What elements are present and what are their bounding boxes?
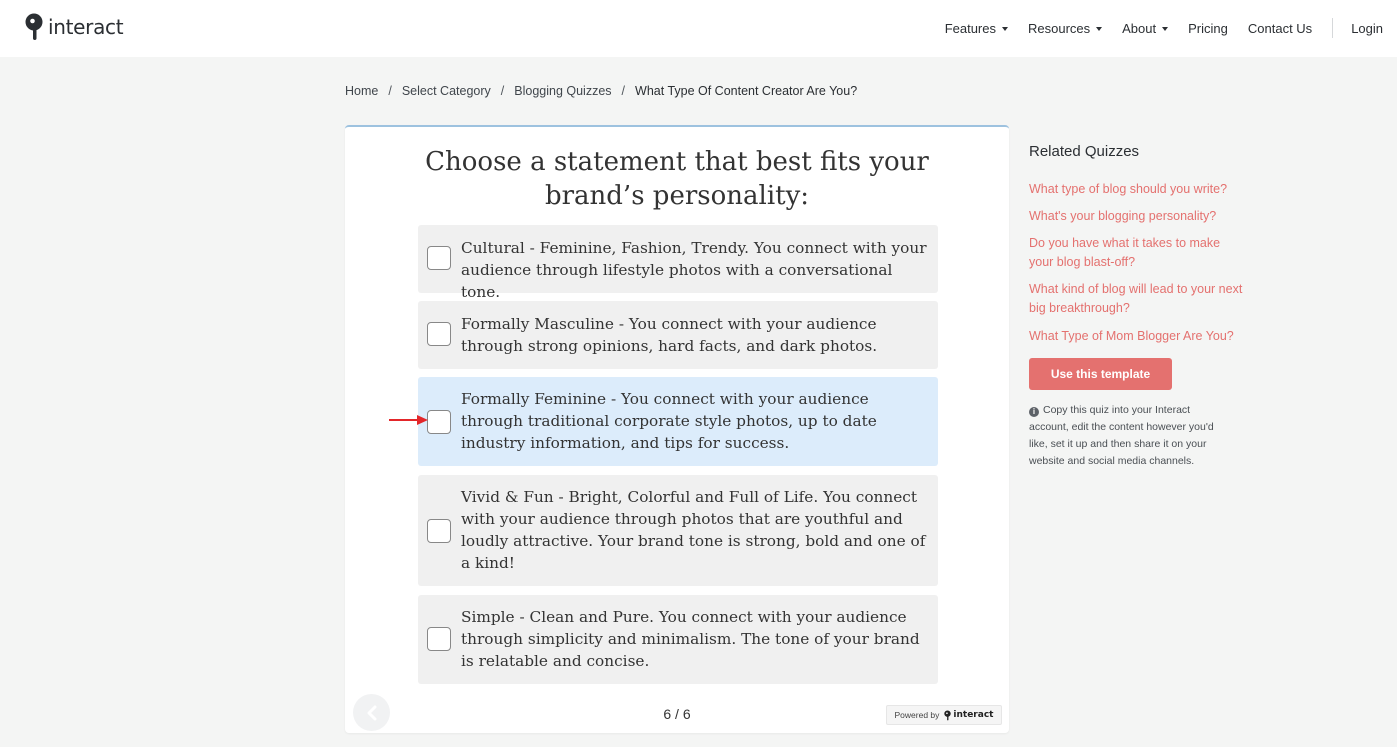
answer-option-vivid-fun[interactable] [418, 475, 938, 586]
nav-resources-label: Resources [1028, 20, 1091, 36]
caret-down-icon [1002, 27, 1008, 31]
nav-login-label: Login [1351, 20, 1383, 36]
template-note-text: Copy this quiz into your Interact account, edit the content however you'd like, set it up and then share it on your website and social media channels. [1029, 404, 1214, 467]
red-arrow-icon [389, 414, 429, 426]
answer-checkbox[interactable] [427, 246, 451, 270]
answer-checkbox[interactable] [427, 519, 451, 543]
related-quiz-link[interactable]: What type of blog should you write? [1029, 182, 1228, 196]
nav-login[interactable] [1351, 21, 1383, 36]
answer-option-text: Formally Masculine - You connect with your audience through strong opinions, hard facts, and dark photos. [461, 315, 878, 355]
answer-option-text: Cultural - Feminine, Fashion, Trendy. You connect with your audience through lifestyle photos with a conversational tone. [461, 239, 927, 301]
question-line-2: brand’s personality: [544, 181, 810, 211]
question-pager: 6 / 6 [663, 706, 691, 722]
nav-contact-label: Contact Us [1247, 20, 1313, 36]
main-nav [945, 19, 1397, 37]
breadcrumb-blogging-quizzes[interactable]: Blogging Quizzes [514, 84, 612, 98]
breadcrumb-current: What Type Of Content Creator Are You? [635, 84, 858, 98]
answer-option-text: Simple - Clean and Pure. You connect with your audience through simplicity and minimalism. The tone of your brand is relatable and concise. [461, 608, 920, 670]
answer-option-text: Formally Feminine - You connect with your audience through traditional corporate style photos, up to date industry information, and tips for success. [461, 390, 877, 452]
logo-text: interact [48, 15, 124, 39]
logo[interactable] [22, 13, 123, 41]
nav-about[interactable] [1122, 21, 1168, 36]
interact-logo-icon [943, 710, 952, 721]
breadcrumb-separator: / [388, 84, 392, 98]
answer-checkbox[interactable] [427, 627, 451, 651]
interact-logo-icon [22, 13, 46, 41]
powered-by-label: Powered by [894, 710, 940, 720]
powered-by-badge[interactable] [886, 705, 1002, 725]
answer-checkbox[interactable] [427, 410, 451, 434]
nav-pricing-label: Pricing [1188, 20, 1228, 36]
answer-checkbox[interactable] [427, 322, 451, 346]
related-quizzes-title: Related Quizzes [1029, 143, 1140, 160]
answer-option-formally-feminine[interactable] [418, 377, 938, 466]
nav-contact-us[interactable] [1248, 21, 1312, 36]
nav-divider [1332, 18, 1333, 38]
related-quiz-link[interactable]: What Type of Mom Blogger Are You? [1029, 329, 1234, 343]
site-header [0, 0, 1397, 57]
quiz-card [345, 125, 1009, 733]
related-quiz-link[interactable]: What's your blogging personality? [1029, 209, 1217, 223]
template-note [1029, 402, 1229, 470]
caret-down-icon [1162, 27, 1168, 31]
answer-option-cultural[interactable] [418, 225, 938, 301]
question-title [345, 145, 1009, 213]
answer-option-simple[interactable] [418, 595, 938, 684]
nav-resources[interactable] [1028, 21, 1102, 36]
question-line-1: Choose a statement that best fits your [425, 147, 929, 177]
breadcrumb-select-category[interactable]: Select Category [401, 84, 491, 98]
powered-by-brand: interact [953, 710, 994, 720]
nav-features[interactable] [945, 21, 1008, 36]
caret-down-icon [1096, 27, 1102, 31]
use-template-button[interactable]: Use this template [1029, 358, 1172, 390]
info-icon: i [1029, 407, 1039, 417]
related-quiz-link[interactable]: Do you have what it takes to make your blog blast-off? [1029, 236, 1221, 269]
answer-option-formally-masculine[interactable] [418, 301, 938, 369]
nav-features-label: Features [944, 20, 996, 36]
breadcrumb-separator: / [500, 84, 505, 98]
breadcrumb [345, 84, 857, 98]
related-quiz-link[interactable]: What kind of blog will lead to your next big breakthrough? [1029, 282, 1243, 315]
nav-about-label: About [1122, 20, 1157, 36]
breadcrumb-home[interactable]: Home [345, 84, 379, 98]
answer-option-text: Vivid & Fun - Bright, Colorful and Full of Life. You connect with your audience through photos that are youthful and loudly attractive. Your brand tone is strong, bold and one of a kind! [461, 488, 926, 572]
breadcrumb-separator: / [621, 84, 626, 98]
nav-pricing[interactable] [1188, 21, 1228, 36]
